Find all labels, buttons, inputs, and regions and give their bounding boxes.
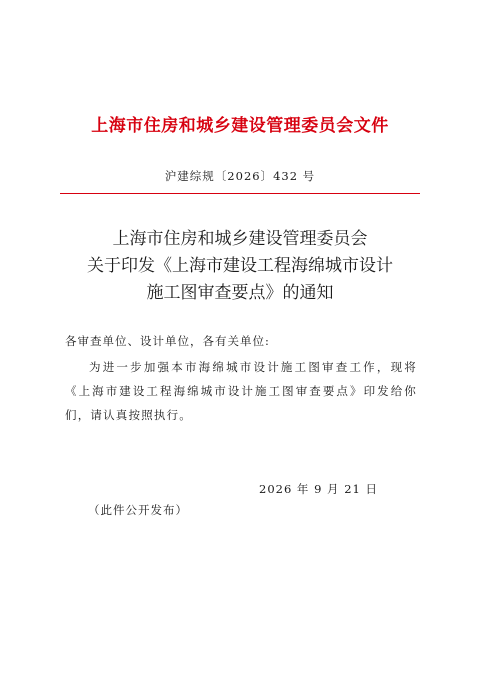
publish-note: （此件公开发布） — [88, 503, 188, 517]
document-title — [0, 226, 480, 307]
title-line-3: 施工图审查要点》的通知 — [146, 283, 334, 303]
red-divider — [60, 193, 420, 194]
issue-date: 2026 年 9 月 21 日 — [259, 482, 378, 496]
title-line-1: 上海市住房和城乡建设管理委员会 — [112, 229, 368, 249]
title-line-2: 关于印发《上海市建设工程海绵城市设计 — [87, 256, 393, 276]
body-paragraph: 为进一步加强本市海绵城市设计施工图审查工作，现将《上海市建设工程海绵城市设计施工图审查要点》印发给你们，请认真按照执行。 — [65, 360, 417, 422]
salutation: 各审查单位、设计单位，各有关单位: — [65, 334, 270, 348]
document-number: 沪建综规〔2026〕432 号 — [164, 169, 316, 183]
issuer-header: 上海市住房和城乡建设管理委员会文件 — [91, 116, 389, 136]
